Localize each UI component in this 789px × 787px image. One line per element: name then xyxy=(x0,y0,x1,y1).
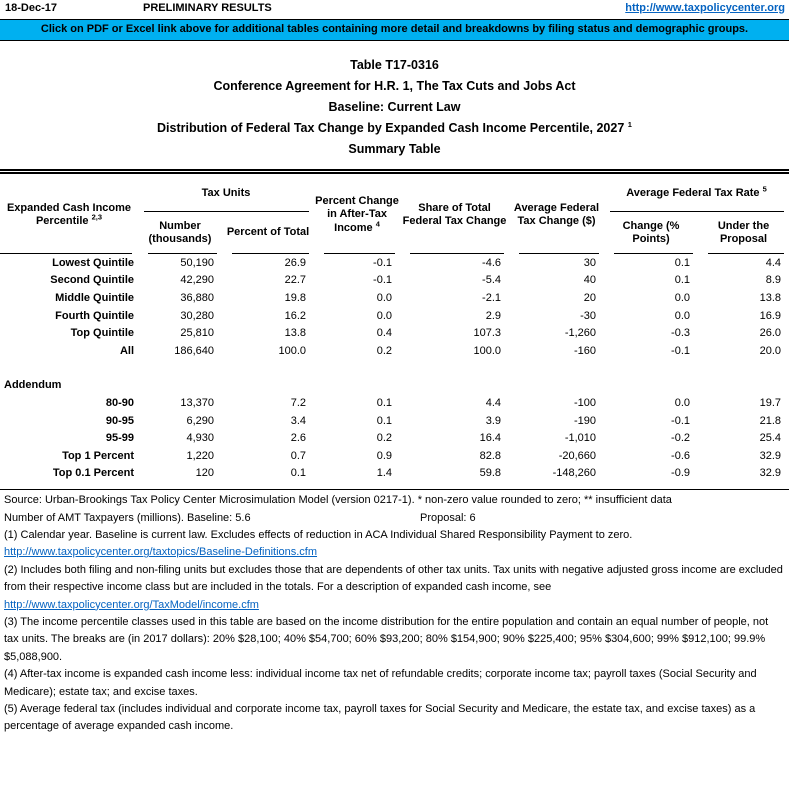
baseline-title: Baseline: Current Law xyxy=(328,100,461,114)
table-cell: 13.8 xyxy=(759,291,782,304)
distribution-table-wrap xyxy=(0,169,789,489)
table-cell: 7.2 xyxy=(290,396,307,409)
table-cell: -5.4 xyxy=(482,274,502,287)
table-cell: 36,880 xyxy=(180,291,214,304)
table-cell: 21.8 xyxy=(759,414,782,427)
table-cell: 100.0 xyxy=(473,344,502,357)
row-label: All xyxy=(119,344,134,357)
row-label: Fourth Quintile xyxy=(55,309,134,322)
table-cell: 4.4 xyxy=(485,396,502,409)
table-cell: -0.1 xyxy=(373,274,393,287)
table-cell: 0.0 xyxy=(674,309,691,322)
table-cell: -0.1 xyxy=(671,344,691,357)
footnote-ref-1: 1 xyxy=(627,119,632,129)
table-cell: 0.2 xyxy=(376,432,393,445)
table-cell: 0.9 xyxy=(376,449,393,462)
table-cell: 19.7 xyxy=(759,396,782,409)
table-cell: 30 xyxy=(583,256,597,269)
col-header-under-proposal: Under the Proposal xyxy=(698,212,789,254)
row-label: Second Quintile xyxy=(50,274,134,287)
baseline-definitions-link[interactable]: http://www.taxpolicycenter.org/taxtopics/Baseline-Definitions.cfm xyxy=(4,546,318,559)
table-cell: 40 xyxy=(583,274,597,287)
footnote-1: (1) Calendar year. Baseline is current law. Excludes effects of reduction in ACA Individual Shared Responsibility Payment to zero. xyxy=(4,528,633,541)
table-cell: -4.6 xyxy=(482,256,502,269)
table-row xyxy=(0,289,789,307)
taxpolicycenter-link[interactable]: http://www.taxpolicycenter.org xyxy=(625,2,785,14)
table-cell: -148,260 xyxy=(552,467,597,480)
spacer-row xyxy=(0,360,789,377)
table-cell: 20.0 xyxy=(759,344,782,357)
row-label: Top 0.1 Percent xyxy=(52,467,134,480)
table-cell: 0.1 xyxy=(376,414,393,427)
footnote-4: (4) After-tax income is expanded cash income less: individual income tax net of refundable credits; corporate income tax; payroll taxes (Social Security and Medicare); estate tax; and excise taxes. xyxy=(4,668,757,698)
table-cell: 107.3 xyxy=(473,327,502,340)
table-row xyxy=(0,254,789,272)
table-cell: 3.9 xyxy=(485,414,502,427)
table-cell: 32.9 xyxy=(759,467,782,480)
row-label: Top 1 Percent xyxy=(62,449,134,462)
footnote-3: (3) The income percentile classes used in this table are based on the income distribution for the entire population and contain an equal number of people, not tax units. The breaks are (in 2017 dollars): 20% $28,100; 40% $54,700; 60% $93,200; 80% $154,900; 90% $225,400; 95% $304,600; 99% $912,100; 99.9% $5,088,900. xyxy=(4,615,769,663)
distribution-title: Distribution of Federal Tax Change by Expanded Cash Income Percentile, 2027 $^1$ xyxy=(157,119,632,135)
table-cell: 16.2 xyxy=(284,309,307,322)
table-cell: 30,280 xyxy=(180,309,214,322)
preliminary-results-label: PRELIMINARY RESULTS xyxy=(143,2,272,14)
table-cell: 8.9 xyxy=(765,274,782,287)
table-row xyxy=(0,324,789,342)
table-cell: -0.1 xyxy=(373,256,393,269)
source-note: Source: Urban-Brookings Tax Policy Center Microsimulation Model (version 0217-1). * non-zero value rounded to zero; ** insufficient data xyxy=(4,494,672,507)
info-banner: Click on PDF or Excel link above for additional tables containing more detail and breakdowns by filing status and demographic groups. xyxy=(0,19,789,41)
footnote-2: (2) Includes both filing and non-filing units but excludes those that are dependents of other tax units. Tax units with negative adjusted gross income are excluded from their respective income class but are included in the totals. For a description of expanded cash income, see xyxy=(4,563,783,594)
table-cell: 0.0 xyxy=(674,396,691,409)
footnote-ref-4: 4 xyxy=(375,219,380,229)
footnote-ref-5: 5 xyxy=(762,184,767,194)
notes-section xyxy=(0,489,789,736)
table-cell: 50,190 xyxy=(180,256,214,269)
col-header-change-points: Change (% Points) xyxy=(604,212,698,254)
row-label: Middle Quintile xyxy=(55,291,134,304)
income-definition-link[interactable]: http://www.taxpolicycenter.org/TaxModel/income.cfm xyxy=(4,598,259,611)
table-cell: 3.4 xyxy=(290,414,307,427)
summary-table-title: Summary Table xyxy=(348,142,441,156)
table-cell: 0.1 xyxy=(674,256,691,269)
table-cell: 26.0 xyxy=(759,327,782,340)
proposal-title: Conference Agreement for H.R. 1, The Tax Cuts and Jobs Act xyxy=(213,79,576,93)
table-cell: 1.4 xyxy=(376,467,393,480)
title-block xyxy=(0,55,789,160)
table-row xyxy=(0,447,789,465)
col-header-share-total: Share of Total Federal Tax Change xyxy=(400,176,509,254)
row-label: 95-99 xyxy=(105,432,134,445)
col-header-avg-change: Average Federal Tax Change ($) xyxy=(509,176,604,254)
row-label: Top Quintile xyxy=(70,327,134,340)
table-cell: 2.9 xyxy=(485,309,502,322)
table-cell: 13.8 xyxy=(284,327,307,340)
table-cell: -1,010 xyxy=(564,432,597,445)
distribution-table xyxy=(0,176,789,489)
col-group-avg-rate: Average Federal Tax Rate $^5$ xyxy=(604,176,789,212)
table-row xyxy=(0,307,789,325)
table-cell: -20,660 xyxy=(558,449,597,462)
table-cell: 16.4 xyxy=(479,432,502,445)
table-cell: 25,810 xyxy=(180,327,214,340)
table-cell: 32.9 xyxy=(759,449,782,462)
amt-proposal-value: Proposal: 6 xyxy=(420,511,476,524)
amt-note: Number of AMT Taxpayers (millions). Baseline: 5.6 Proposal: 6 xyxy=(4,510,785,527)
table-cell: 0.7 xyxy=(290,449,307,462)
table-cell: 59.8 xyxy=(479,467,502,480)
row-label: 90-95 xyxy=(105,414,134,427)
table-cell: 4,930 xyxy=(186,432,214,445)
table-cell: 26.9 xyxy=(284,256,307,269)
table-cell: 4.4 xyxy=(765,256,782,269)
table-cell: 0.4 xyxy=(376,327,393,340)
table-cell: 13,370 xyxy=(180,396,214,409)
table-cell: 0.1 xyxy=(376,396,393,409)
col-group-tax-units: Tax Units xyxy=(138,176,314,212)
table-cell: 16.9 xyxy=(759,309,782,322)
table-cell: 42,290 xyxy=(180,274,214,287)
row-label: Lowest Quintile xyxy=(52,256,134,269)
table-cell: 0.0 xyxy=(674,291,691,304)
report-date: 18-Dec-17 xyxy=(5,2,57,14)
table-cell: 186,640 xyxy=(174,344,214,357)
table-cell: -0.6 xyxy=(671,449,691,462)
col-header-percent-of-total: Percent of Total xyxy=(222,212,314,254)
table-cell: 100.0 xyxy=(278,344,307,357)
table-cell: 25.4 xyxy=(759,432,782,445)
table-cell: -30 xyxy=(580,309,597,322)
addendum-label: Addendum xyxy=(4,379,62,392)
col-header-pct-change-after-tax: Percent Change in After-Tax Income $^4$ xyxy=(314,176,400,254)
table-cell: 6,290 xyxy=(186,414,214,427)
table-cell: 82.8 xyxy=(479,449,502,462)
table-row xyxy=(0,412,789,430)
table-cell: 0.1 xyxy=(290,467,307,480)
addendum-header-row xyxy=(0,377,789,395)
table-cell: 120 xyxy=(195,467,214,480)
table-cell: -0.1 xyxy=(671,414,691,427)
table-row xyxy=(0,465,789,483)
table-cell: -2.1 xyxy=(482,291,502,304)
table-row xyxy=(0,342,789,360)
table-cell: 0.0 xyxy=(376,309,393,322)
row-label: 80-90 xyxy=(105,396,134,409)
table-cell: 0.1 xyxy=(674,274,691,287)
footnote-5: (5) Average federal tax (includes individual and corporate income tax, payroll taxes for Social Security and Medicare, the estate tax, and excise taxes) as a percentage of average expanded cash income. xyxy=(4,703,756,733)
table-header xyxy=(0,176,789,254)
table-cell: -0.3 xyxy=(671,327,691,340)
table-cell: 0.2 xyxy=(376,344,393,357)
table-cell: 0.0 xyxy=(376,291,393,304)
table-cell: 1,220 xyxy=(186,449,214,462)
table-row xyxy=(0,272,789,290)
table-cell: -190 xyxy=(573,414,597,427)
table-cell: -0.9 xyxy=(671,467,691,480)
table-body xyxy=(0,254,789,489)
table-cell: -160 xyxy=(573,344,597,357)
table-cell: 2.6 xyxy=(290,432,307,445)
table-number-title: Table T17-0316 xyxy=(350,58,439,72)
table-row xyxy=(0,429,789,447)
table-cell: -0.2 xyxy=(671,432,691,445)
table-cell: -100 xyxy=(573,396,597,409)
table-cell: 22.7 xyxy=(284,274,307,287)
footnote-ref-2-3: 2,3 xyxy=(91,212,103,222)
table-cell: 19.8 xyxy=(284,291,307,304)
col-header-percentile: Expanded Cash Income Percentile $^{2,3}$ xyxy=(0,176,138,254)
table-row xyxy=(0,394,789,412)
col-header-number: Number (thousands) xyxy=(138,212,222,254)
table-cell: -1,260 xyxy=(564,327,597,340)
table-cell: 20 xyxy=(583,291,597,304)
spacer-row xyxy=(0,482,789,489)
top-bar xyxy=(0,0,789,19)
